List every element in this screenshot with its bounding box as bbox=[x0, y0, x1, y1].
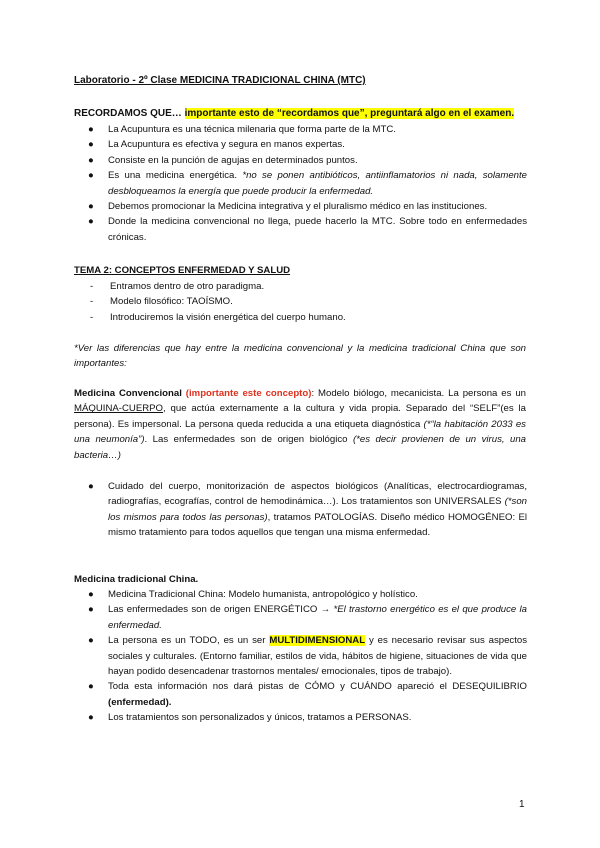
china-list bbox=[74, 587, 527, 726]
tema2-heading: TEMA 2: CONCEPTOS ENFERMEDAD Y SALUD bbox=[74, 265, 291, 276]
list-item: ● Las enfermedades son de origen ENERGÉTICO → *El trastorno energético es el que produce la enfermedad. bbox=[88, 604, 527, 631]
list-item: ● Es una medicina energética. *no se ponen antibióticos, antiinflamatorios ni nada, solamente desbloqueamos la energía que puede producir la enfermedad. bbox=[88, 170, 528, 197]
list-item: - Entramos dentro de otro paradigma. bbox=[90, 281, 265, 292]
page-number: 1 bbox=[519, 799, 525, 810]
list-item: ● La Acupuntura es una técnica milenaria que forma parte de la MTC. bbox=[88, 124, 396, 135]
list-item: ● Cuidado del cuerpo, monitorización de aspectos biológicos (Analíticas, electrocardiogramas, radiografías, ecografías, control de hemodinámica…). Los tratamientos son UNIVERSALES (*son los mismos para todos las personas), tratamos PATOLOGÍAS. Diseño médico HOMOGÉNEO: El mismo tratamiento para todos aquellos que tengan una misma enfermedad. bbox=[88, 481, 527, 539]
page-title: Laboratorio - 2º Clase MEDICINA TRADICIONAL CHINA (MTC) bbox=[74, 75, 366, 86]
convencional-list bbox=[74, 479, 527, 541]
recordamos-label: RECORDAMOS QUE… bbox=[74, 108, 182, 119]
tema2-list bbox=[74, 279, 346, 325]
recordamos-heading bbox=[74, 106, 514, 121]
exam-highlight-note: importante esto de “recordamos que”, preguntará algo en el examen. bbox=[184, 108, 515, 119]
list-item: ● Toda esta información nos dará pistas de CÓMO y CUÁNDO apareció el DESEQUILIBRIO (enfermedad). bbox=[88, 681, 527, 708]
convencional-heading: Medicina Convencional bbox=[74, 388, 182, 399]
multidimensional-highlight: MULTIDIMENSIONAL bbox=[269, 635, 366, 647]
list-item: ● Los tratamientos son personalizados y únicos, tratamos a PERSONAS. bbox=[88, 712, 412, 724]
list-item: ● Debemos promocionar la Medicina integrativa y el pluralismo médico en las instituciones. bbox=[88, 201, 488, 213]
convencional-paragraph: Medicina Convencional (importante este concepto): Modelo biólogo, mecanicista. La persona es un MÁQUINA-CUERPO, que actúa externamente a la cultura y vida propia. Separado del “SELF”(es la persona). Es impersonal. La persona queda reducida a una etiqueta diagnóstica (*“la habitación 2033 es una neumonía”). Las enfermedades son de origen biológico (*es decir provienen de un virus, una bacteria…) bbox=[74, 388, 527, 461]
recordamos-list bbox=[74, 122, 527, 245]
list-item: ● La persona es un TODO, es un ser MULTIDIMENSIONAL y es necesario revisar sus aspectos sociales y culturales. (Entorno familiar, estilos de vida, hábitos de higiene, situaciones de vida que hayan podido desencadenar trastornos mentales/ emocionales, tipos de trabajo). bbox=[88, 635, 528, 678]
list-item: ● Medicina Tradicional China: Modelo humanista, antropológico y holístico. bbox=[88, 589, 418, 600]
differences-note: *Ver las diferencias que hay entre la medicina convencional y la medicina tradicional China que son importantes: bbox=[74, 343, 526, 370]
list-item: ● Consiste en la punción de agujas en determinados puntos. bbox=[88, 154, 358, 166]
list-item: ● La Acupuntura es efectiva y segura en manos expertas. bbox=[88, 139, 345, 151]
important-tag: (importante este concepto) bbox=[185, 388, 312, 399]
china-heading: Medicina tradicional China. bbox=[74, 574, 199, 585]
list-item: ● Donde la medicina convencional no llega, puede hacerlo la MTC. Sobre todo en enfermedades crónicas. bbox=[88, 216, 527, 243]
list-item: - Introduciremos la visión energética del cuerpo humano. bbox=[90, 311, 346, 323]
list-item: - Modelo filosófico: TAOÍSMO. bbox=[90, 296, 233, 308]
